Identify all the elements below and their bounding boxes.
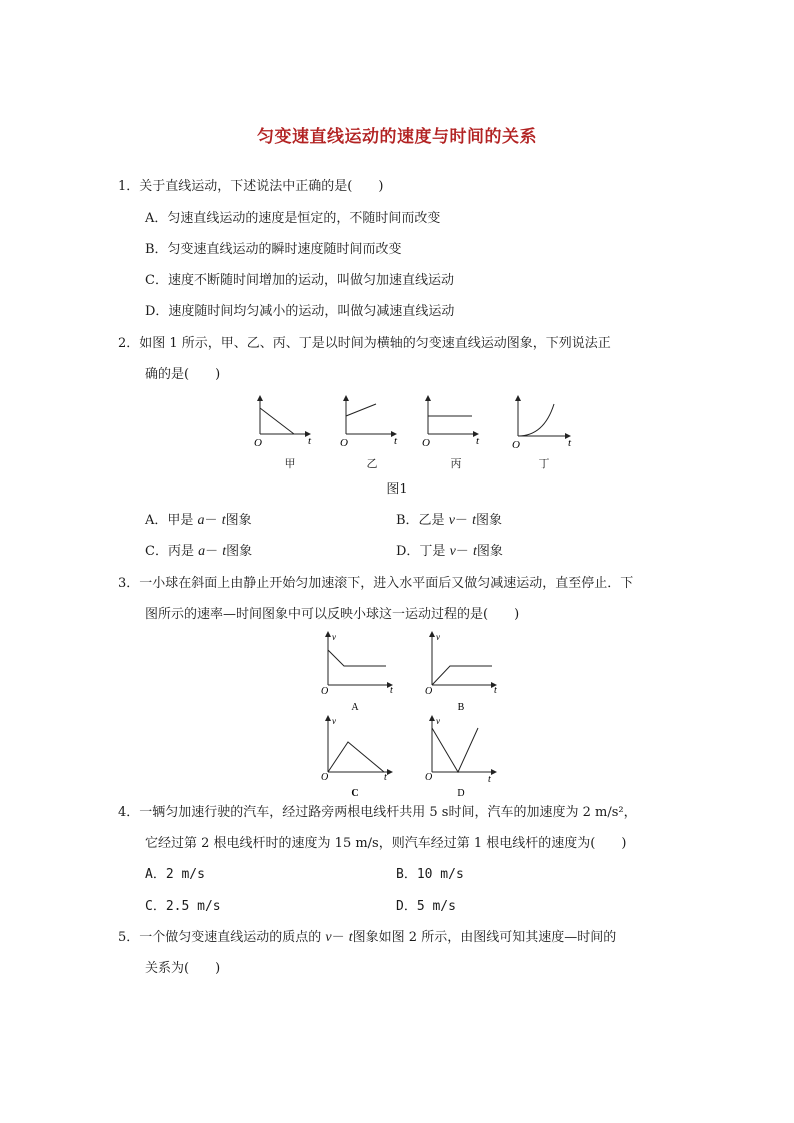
page-title: 匀变速直线运动的速度与时间的关系 [257, 127, 537, 147]
q2-option-c: C．丙是 a－ t图象 [145, 544, 253, 559]
q5-stem-line1: 5．一个做匀变速直线运动的质点的 v－ t图象如图 2 所示，由图线可知其速度—时间的 [118, 930, 617, 945]
q2-option-d: D．丁是 v－ t图象 [396, 544, 503, 559]
q4-option-c: C．2.5 m/s [145, 899, 221, 914]
q2-option-a: A．甲是 a－ t图象 [145, 513, 252, 528]
graph-yi-line [346, 404, 376, 416]
graph-d-line [432, 728, 478, 772]
graph-bing-origin: O [422, 437, 430, 449]
graph-b-v: v [436, 632, 440, 642]
graph-a-label: A [351, 702, 359, 713]
graph-ding-origin: O [512, 439, 520, 451]
q1-option-a: A．匀速直线运动的速度是恒定的，不随时间而改变 [145, 211, 441, 226]
graph-c-v: v [332, 716, 336, 726]
graph-c-line [328, 742, 384, 772]
graph-jia-line [260, 408, 294, 434]
q3-stem-line2: 图所示的速率—时间图象中可以反映小球这一运动过程的是( ) [145, 607, 520, 622]
graph-c-label: C [351, 788, 359, 799]
caption-yi: 乙 [366, 457, 378, 470]
graph-yi-origin: O [340, 437, 348, 449]
q5-stem-line2: 关系为( ) [145, 961, 221, 976]
graph-jia-t: t [308, 435, 312, 447]
graph-b-line [432, 666, 492, 685]
graph-b-label: B [457, 702, 465, 713]
figure-1-graphs [248, 392, 578, 452]
graph-b-origin: O [425, 686, 433, 697]
q1-option-c: C．速度不断随时间增加的运动，叫做匀加速直线运动 [145, 273, 454, 288]
graph-c-origin: O [321, 772, 329, 783]
graph-bing-t: t [476, 435, 480, 447]
q3-graphs [318, 630, 508, 800]
graph-a-v: v [332, 632, 336, 642]
graph-d-origin: O [425, 772, 433, 783]
caption-ding: 丁 [538, 457, 550, 470]
graph-option-b [425, 632, 497, 713]
graph-ding-t: t [568, 437, 572, 449]
figure-1-caption: 图1 [386, 482, 408, 497]
q4-stem-line1: 4．一辆匀加速行驶的汽车，经过路旁两根电线杆共用 5 s时间，汽车的加速度为 2 m/s²， [118, 805, 637, 820]
q1-stem: 1．关于直线运动，下述说法中正确的是( ) [118, 179, 384, 194]
graph-jia-origin: O [254, 437, 262, 449]
graph-option-d [425, 716, 494, 799]
graph-a-line [328, 650, 386, 666]
caption-bing: 丙 [450, 457, 462, 470]
graph-bing [422, 398, 480, 449]
graph-option-c [321, 716, 390, 799]
q3-stem-line1: 3．一小球在斜面上由静止开始匀加速滚下，进入水平面后又做匀减速运动，直至停止．下 [118, 576, 634, 591]
graph-ding [512, 398, 572, 451]
graph-a-origin: O [321, 686, 329, 697]
graph-d-label: D [457, 788, 465, 799]
graph-d-v: v [436, 716, 440, 726]
q4-option-a: A．2 m/s [145, 867, 205, 882]
q2-option-b: B．乙是 v－ t图象 [396, 513, 502, 528]
graph-c-t: t [384, 772, 387, 783]
graph-b-t: t [494, 685, 497, 696]
q4-option-d: D．5 m/s [396, 899, 456, 914]
graph-ding-curve [518, 404, 554, 436]
q2-stem-line1: 2．如图 1 所示，甲、乙、丙、丁是以时间为横轴的匀变速直线运动图象，下列说法正 [118, 336, 611, 351]
q1-option-b: B．匀变速直线运动的瞬时速度随时间而改变 [145, 242, 402, 257]
caption-jia: 甲 [284, 457, 296, 470]
graph-jia [254, 398, 312, 449]
graph-yi-t: t [394, 435, 398, 447]
graph-yi [340, 398, 398, 449]
q1-option-d: D．速度随时间均匀减小的运动，叫做匀减速直线运动 [145, 304, 455, 319]
q4-stem-line2: 它经过第 2 根电线杆时的速度为 15 m/s，则汽车经过第 1 根电线杆的速度为( ) [145, 836, 627, 851]
graph-option-a [321, 632, 393, 713]
graph-d-t: t [488, 774, 491, 785]
q2-stem-line2: 确的是( ) [145, 367, 221, 382]
q4-option-b: B．10 m/s [396, 867, 464, 882]
graph-a-t: t [390, 685, 393, 696]
